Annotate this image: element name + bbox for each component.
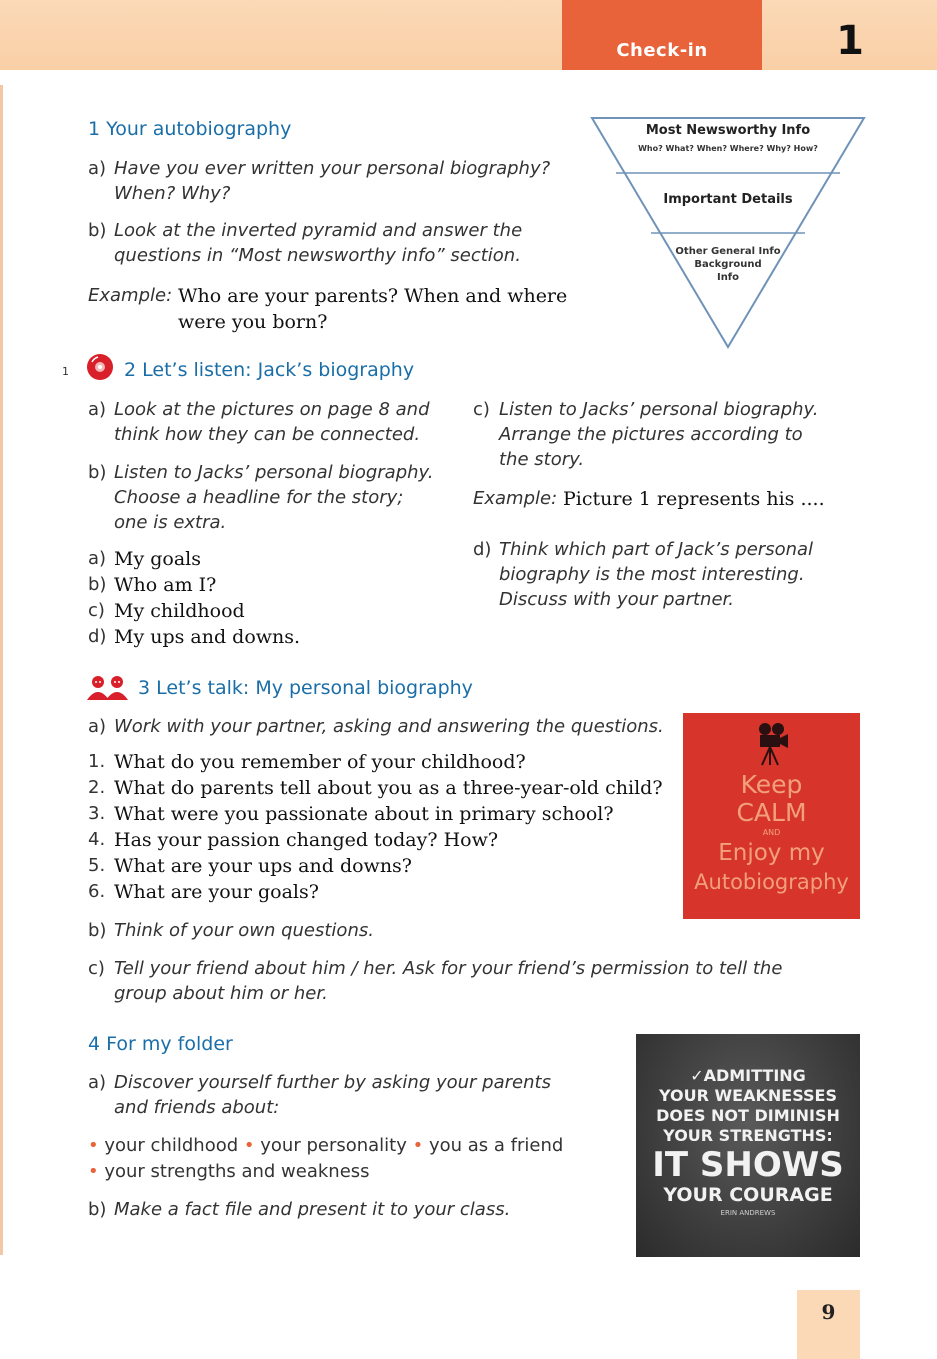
question-list [88,751,668,907]
headline-list [88,548,428,652]
courage-quote-image [636,1034,860,1257]
section4-item-b [88,1197,588,1222]
pyramid-top-sub: Who? What? When? Where? Why? How? [638,144,818,153]
item-marker: b) [88,220,107,241]
section1-item-b [88,218,558,268]
item-text: Look at the pictures on page 8 and think how they can be connected. [114,399,430,445]
keep-line-1: Keep [740,770,803,799]
item-text: My goals [114,548,201,570]
pyramid-bottom-1: Other General Info [675,246,781,257]
section3-item-b [88,918,668,943]
headline-item [88,548,428,574]
section3-item-c [88,956,838,1006]
section1-heading [88,118,291,140]
item-text: Who am I? [114,574,217,596]
item-text: Has your passion changed today? How? [114,829,499,851]
item-marker: c) [88,600,105,621]
section4-number: 4 [88,1033,101,1055]
item-marker: a) [88,716,107,737]
item-marker: c) [473,399,490,420]
section4-heading [88,1033,233,1055]
section4-item-a [88,1070,558,1120]
section1-items [88,156,558,268]
bullet-text: your strengths and weakness [104,1161,370,1182]
item-text: Work with your partner, asking and answering the questions. [114,716,664,737]
item-marker: 3. [88,803,106,824]
section2-left-items [88,397,438,535]
section2-item-a [88,397,438,447]
item-marker: b) [88,1199,107,1220]
bullet-dot: • [243,1135,255,1156]
item-marker: a) [88,548,107,569]
section4-bullets [88,1133,588,1185]
quote-line-1: ✓ADMITTING [690,1066,806,1085]
section2-number: 2 [124,359,137,381]
bullet-text: you as a friend [428,1135,564,1156]
example-text: Who are your parents? When and where were you born? [178,285,568,333]
item-marker: 4. [88,829,106,850]
item-text: What were you passionate about in primary school? [114,803,614,825]
keep-line-4: Enjoy my [718,840,825,866]
item-text: Make a fact file and present it to your class. [114,1199,511,1220]
pyramid-bottom-3: Info [716,272,740,283]
keep-line-2: CALM [736,798,807,827]
bullet-text: your childhood [104,1135,239,1156]
item-marker: c) [88,958,105,979]
question-item [88,751,668,777]
keep-calm-poster [683,713,860,919]
quote-line-3: DOES NOT DIMINISH [656,1106,840,1125]
item-text: Discover yourself further by asking your parents and friends about: [114,1072,551,1118]
item-marker: b) [88,574,107,595]
item-text: What are your ups and downs? [114,855,412,877]
item-marker: a) [88,1072,107,1093]
item-text: Listen to Jacks’ personal biography. Arrange the pictures according to the story. [499,399,819,470]
page-number: 9 [821,1300,836,1324]
item-marker: a) [88,399,107,420]
bullet-line [88,1133,588,1159]
item-text: Look at the inverted pyramid and answer the questions in “Most newsworthy info” section. [114,220,523,266]
header-band [0,0,937,70]
example-label: Example: [88,285,173,306]
section3-heading [138,677,473,699]
section2-item-b [88,460,438,535]
check-in-label: Check-in [616,40,708,61]
keep-line-5: Autobiography [694,870,849,894]
quote-author: ERIN ANDREWS [720,1209,776,1217]
section2-example [473,486,853,512]
question-item [88,829,668,855]
item-text: What do parents tell about you as a three-year-old child? [114,777,663,799]
bullet-dot: • [88,1135,99,1156]
item-text: What do you remember of your childhood? [114,751,526,773]
bullet-dot: • [412,1135,424,1156]
item-marker: d) [88,626,107,647]
section3-item-a [88,714,668,739]
item-text: Tell your friend about him / her. Ask for your friend’s permission to tell the group about him or her. [114,958,783,1004]
pyramid-top-title: Most Newsworthy Info [645,123,811,138]
quote-line-4: YOUR STRENGTHS: [663,1126,833,1145]
section2-heading [124,359,414,381]
bullet-dot: • [88,1161,99,1182]
pair-work-icon [86,674,132,704]
question-item [88,881,668,907]
left-margin-rule [0,85,3,1255]
headline-item [88,626,428,652]
section1-item-a [88,156,558,206]
item-text: Think of your own questions. [114,920,374,941]
item-text: What are your goals? [114,881,319,903]
section3-number: 3 [138,677,151,699]
item-marker: b) [88,462,107,483]
bullet-line [88,1159,588,1185]
item-marker: a) [88,158,107,179]
item-text: Have you ever written your personal biography? When? Why? [114,158,551,204]
inverted-pyramid [588,115,868,355]
item-marker: 6. [88,881,106,902]
question-item [88,777,668,803]
section2-title: Let’s listen: Jack’s biography [142,359,415,381]
quote-line-2: YOUR WEAKNESSES [659,1086,837,1105]
item-text: My childhood [114,600,245,622]
item-text: Think which part of Jack’s personal biography is the most interesting. Discuss with your partner. [499,539,814,610]
section1-title: Your autobiography [106,118,292,140]
item-marker: 5. [88,855,106,876]
section4-title: For my folder [106,1033,233,1055]
pyramid-bottom-2: Background [694,259,762,270]
example-text: Picture 1 represents his .... [563,488,825,510]
question-item [88,855,668,881]
item-text: My ups and downs. [114,626,301,648]
item-marker: 2. [88,777,106,798]
example-label: Example: [473,488,558,509]
audio-cd-icon[interactable] [86,353,114,385]
section2-item-d [473,537,823,612]
section2-item-c [473,397,833,472]
item-marker: 1. [88,751,106,772]
quote-line-6: YOUR COURAGE [663,1184,833,1206]
section3-title: Let’s talk: My personal biography [156,677,473,699]
pyramid-middle: Important Details [663,192,793,207]
section1-number: 1 [88,118,101,140]
keep-line-3: AND [762,828,781,837]
unit-number: 1 [836,18,864,64]
section1-example [88,283,568,335]
item-marker: b) [88,920,107,941]
headline-item [88,574,428,600]
track-number: 1 [62,365,69,378]
bullet-text: your personality [260,1135,407,1156]
quote-line-5: IT SHOWS [652,1145,844,1185]
headline-item [88,600,428,626]
item-marker: d) [473,539,492,560]
item-text: Listen to Jacks’ personal biography. Choose a headline for the story; one is extra. [114,462,434,533]
movie-camera-icon [683,721,860,771]
question-item [88,803,668,829]
